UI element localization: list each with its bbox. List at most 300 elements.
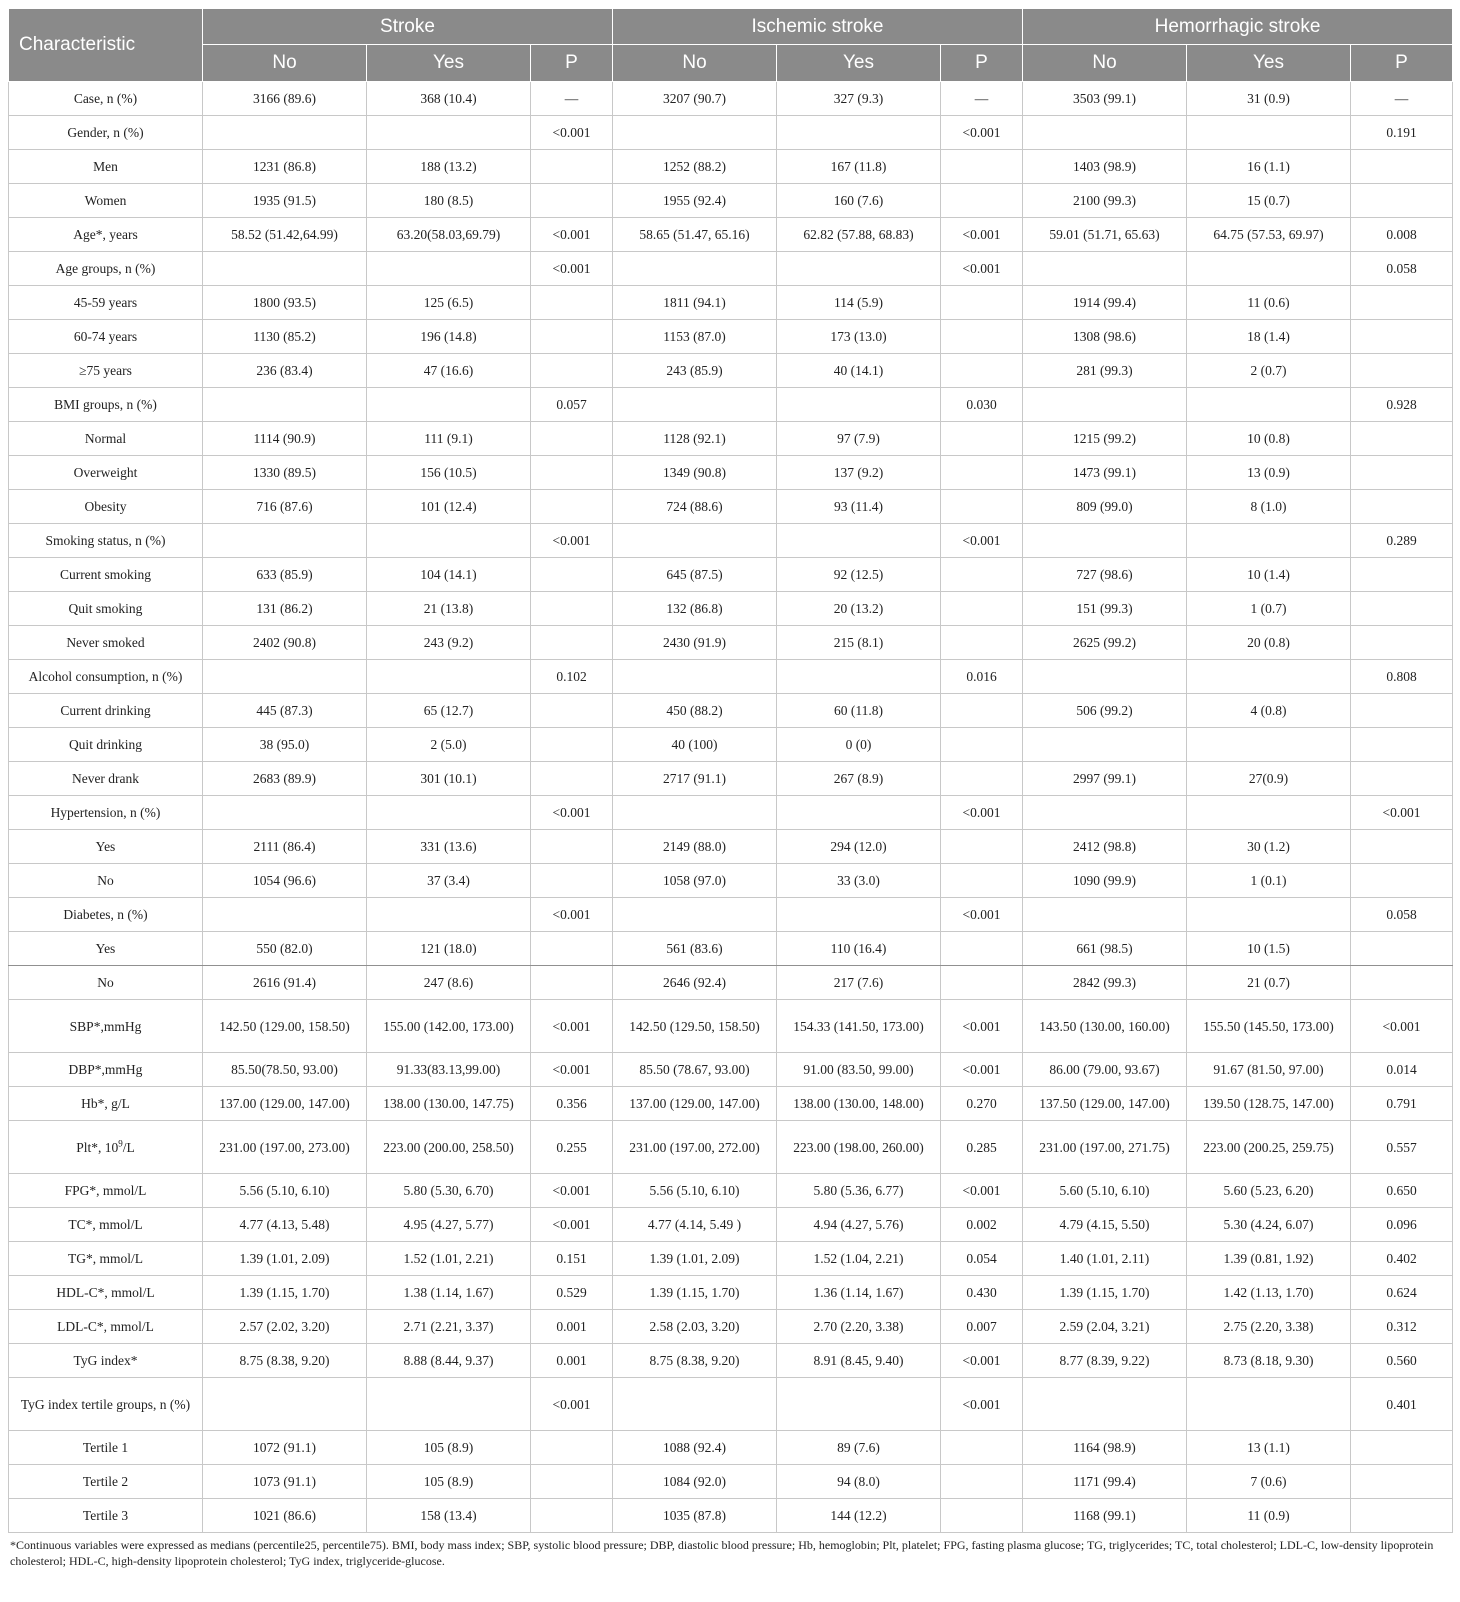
- table-cell: 4.95 (4.27, 5.77): [367, 1208, 531, 1242]
- row-label: [9, 354, 203, 388]
- table-cell: 93 (11.4): [777, 490, 941, 524]
- table-cell: 2149 (88.0): [613, 830, 777, 864]
- table-cell: 550 (82.0): [203, 932, 367, 966]
- table-cell: 1.36 (1.14, 1.67): [777, 1276, 941, 1310]
- table-cell: 131 (86.2): [203, 592, 367, 626]
- table-cell: —: [1351, 82, 1453, 116]
- table-cell: [613, 1378, 777, 1431]
- row-label-text: No: [97, 975, 114, 990]
- table-cell: 62.82 (57.88, 68.83): [777, 218, 941, 252]
- row-label-text: Quit drinking: [68, 737, 143, 752]
- table-row: [9, 490, 1453, 524]
- header-sub-yes: Yes: [777, 45, 941, 82]
- table-cell: [1351, 184, 1453, 218]
- row-label: [9, 1276, 203, 1310]
- row-label: [9, 184, 203, 218]
- row-label: [9, 660, 203, 694]
- row-label-text: Age groups, n (%): [55, 261, 156, 276]
- table-row: [9, 558, 1453, 592]
- table-cell: [1351, 320, 1453, 354]
- table-cell: 11 (0.6): [1187, 286, 1351, 320]
- table-cell: 2.58 (2.03, 3.20): [613, 1310, 777, 1344]
- table-cell: 1054 (96.6): [203, 864, 367, 898]
- table-cell: 91.33(83.13,99.00): [367, 1053, 531, 1087]
- table-cell: 2.71 (2.21, 3.37): [367, 1310, 531, 1344]
- table-cell: <0.001: [941, 1378, 1023, 1431]
- table-row: [9, 1087, 1453, 1121]
- table-cell: 138.00 (130.00, 147.75): [367, 1087, 531, 1121]
- row-label: [9, 898, 203, 932]
- table-cell: 4.94 (4.27, 5.76): [777, 1208, 941, 1242]
- table-cell: 1935 (91.5): [203, 184, 367, 218]
- header-sub-p: P: [941, 45, 1023, 82]
- table-cell: [531, 354, 613, 388]
- table-cell: 0.401: [1351, 1378, 1453, 1431]
- table-cell: [613, 388, 777, 422]
- table-cell: 2717 (91.1): [613, 762, 777, 796]
- table-cell: 121 (18.0): [367, 932, 531, 966]
- table-cell: 143.50 (130.00, 160.00): [1023, 1000, 1187, 1053]
- table-cell: 267 (8.9): [777, 762, 941, 796]
- table-cell: 11 (0.9): [1187, 1499, 1351, 1533]
- table-cell: [1187, 1378, 1351, 1431]
- table-cell: [1187, 660, 1351, 694]
- table-cell: [531, 558, 613, 592]
- table-cell: 137 (9.2): [777, 456, 941, 490]
- row-label: [9, 592, 203, 626]
- table-row: [9, 728, 1453, 762]
- table-cell: [203, 388, 367, 422]
- row-label-text: 60-74 years: [73, 329, 138, 344]
- table-cell: [941, 626, 1023, 660]
- row-label-text: Women: [84, 193, 127, 208]
- table-cell: [1351, 694, 1453, 728]
- table-cell: 1021 (86.6): [203, 1499, 367, 1533]
- row-label: [9, 1174, 203, 1208]
- row-label: [9, 490, 203, 524]
- row-label-text: Obesity: [84, 499, 127, 514]
- row-label-text: ≥75 years: [79, 363, 132, 378]
- row-label-text: Plt*, 10: [76, 1139, 119, 1155]
- table-cell: 0.430: [941, 1276, 1023, 1310]
- table-row: [9, 1310, 1453, 1344]
- row-label-text: Never smoked: [66, 635, 145, 650]
- row-label-text: Current smoking: [59, 567, 152, 582]
- table-cell: [203, 898, 367, 932]
- table-cell: 2646 (92.4): [613, 966, 777, 1000]
- table-cell: [941, 1465, 1023, 1499]
- row-label-superscript: 9: [118, 1138, 123, 1148]
- table-cell: 2.75 (2.20, 3.38): [1187, 1310, 1351, 1344]
- table-row: [9, 796, 1453, 830]
- row-label-text: Tertile 2: [82, 1474, 129, 1489]
- table-cell: [203, 660, 367, 694]
- table-cell: 85.50(78.50, 93.00): [203, 1053, 367, 1087]
- table-container: [8, 8, 1452, 1569]
- table-cell: 2111 (86.4): [203, 830, 367, 864]
- table-cell: 2.70 (2.20, 3.38): [777, 1310, 941, 1344]
- table-cell: 20 (0.8): [1187, 626, 1351, 660]
- table-cell: [777, 660, 941, 694]
- row-label: [9, 626, 203, 660]
- table-cell: <0.001: [941, 1174, 1023, 1208]
- table-cell: [941, 286, 1023, 320]
- table-cell: [1023, 660, 1187, 694]
- row-label: [9, 1087, 203, 1121]
- row-label: [9, 286, 203, 320]
- table-row: [9, 456, 1453, 490]
- table-cell: 445 (87.3): [203, 694, 367, 728]
- table-cell: 0.529: [531, 1276, 613, 1310]
- row-label-text: Case, n (%): [73, 91, 138, 106]
- row-label-text: 45-59 years: [73, 295, 138, 310]
- table-cell: [367, 388, 531, 422]
- table-cell: 661 (98.5): [1023, 932, 1187, 966]
- table-cell: 21 (13.8): [367, 592, 531, 626]
- table-cell: 1164 (98.9): [1023, 1431, 1187, 1465]
- table-cell: [531, 966, 613, 1000]
- table-header: [9, 9, 1453, 82]
- table-cell: 86.00 (79.00, 93.67): [1023, 1053, 1187, 1087]
- table-cell: 151 (99.3): [1023, 592, 1187, 626]
- table-cell: 0.285: [941, 1121, 1023, 1174]
- row-label-text: Yes: [95, 941, 116, 956]
- table-cell: 368 (10.4): [367, 82, 531, 116]
- table-cell: 2616 (91.4): [203, 966, 367, 1000]
- table-cell: 5.56 (5.10, 6.10): [203, 1174, 367, 1208]
- table-cell: 223.00 (198.00, 260.00): [777, 1121, 941, 1174]
- row-label: [9, 762, 203, 796]
- table-cell: [777, 388, 941, 422]
- table-row: [9, 1276, 1453, 1310]
- table-cell: [1351, 1465, 1453, 1499]
- table-cell: [1351, 354, 1453, 388]
- table-cell: 8.88 (8.44, 9.37): [367, 1344, 531, 1378]
- table-cell: [1351, 626, 1453, 660]
- table-cell: [531, 592, 613, 626]
- table-cell: 110 (16.4): [777, 932, 941, 966]
- table-cell: <0.001: [941, 524, 1023, 558]
- table-cell: 281 (99.3): [1023, 354, 1187, 388]
- table-cell: [777, 116, 941, 150]
- table-cell: 139.50 (128.75, 147.00): [1187, 1087, 1351, 1121]
- table-cell: 158 (13.4): [367, 1499, 531, 1533]
- table-cell: [941, 150, 1023, 184]
- row-label: [9, 1121, 203, 1174]
- table-cell: 506 (99.2): [1023, 694, 1187, 728]
- table-cell: <0.001: [941, 796, 1023, 830]
- table-cell: 16 (1.1): [1187, 150, 1351, 184]
- table-cell: <0.001: [531, 796, 613, 830]
- table-cell: [531, 1465, 613, 1499]
- table-cell: 223.00 (200.25, 259.75): [1187, 1121, 1351, 1174]
- table-cell: 727 (98.6): [1023, 558, 1187, 592]
- table-cell: 1084 (92.0): [613, 1465, 777, 1499]
- row-label: [9, 966, 203, 1000]
- table-cell: 2402 (90.8): [203, 626, 367, 660]
- table-cell: 1 (0.7): [1187, 592, 1351, 626]
- table-cell: 0.008: [1351, 218, 1453, 252]
- row-label-text: BMI groups, n (%): [54, 397, 157, 412]
- row-label-text: Current drinking: [60, 703, 151, 718]
- table-cell: [613, 796, 777, 830]
- row-label-text: LDL-C*, mmol/L: [57, 1319, 154, 1334]
- table-cell: [1187, 116, 1351, 150]
- row-label: [9, 1000, 203, 1053]
- table-cell: [1351, 286, 1453, 320]
- table-cell: [1187, 388, 1351, 422]
- table-cell: 63.20(58.03,69.79): [367, 218, 531, 252]
- table-cell: [531, 1499, 613, 1533]
- row-label-text: TyG index*: [73, 1353, 138, 1368]
- table-cell: 155.50 (145.50, 173.00): [1187, 1000, 1351, 1053]
- table-cell: 65 (12.7): [367, 694, 531, 728]
- table-cell: 85.50 (78.67, 93.00): [613, 1053, 777, 1087]
- table-cell: 8 (1.0): [1187, 490, 1351, 524]
- table-cell: [531, 150, 613, 184]
- table-cell: [941, 422, 1023, 456]
- table-cell: 92 (12.5): [777, 558, 941, 592]
- table-cell: [1187, 898, 1351, 932]
- table-cell: 2.57 (2.02, 3.20): [203, 1310, 367, 1344]
- table-cell: 1 (0.1): [1187, 864, 1351, 898]
- row-label-text: Men: [93, 159, 118, 174]
- table-cell: 180 (8.5): [367, 184, 531, 218]
- table-row: [9, 1499, 1453, 1533]
- table-cell: [941, 932, 1023, 966]
- table-cell: 0.002: [941, 1208, 1023, 1242]
- row-label: [9, 1053, 203, 1087]
- table-cell: [367, 898, 531, 932]
- table-cell: [1023, 796, 1187, 830]
- table-cell: 1.52 (1.04, 2.21): [777, 1242, 941, 1276]
- table-cell: 37 (3.4): [367, 864, 531, 898]
- table-cell: 243 (9.2): [367, 626, 531, 660]
- table-cell: 89 (7.6): [777, 1431, 941, 1465]
- table-cell: [531, 456, 613, 490]
- table-cell: 2625 (99.2): [1023, 626, 1187, 660]
- table-cell: 8.73 (8.18, 9.30): [1187, 1344, 1351, 1378]
- table-cell: 1308 (98.6): [1023, 320, 1187, 354]
- table-cell: 0.007: [941, 1310, 1023, 1344]
- table-cell: 0.102: [531, 660, 613, 694]
- row-label: [9, 456, 203, 490]
- row-label: [9, 1344, 203, 1378]
- table-cell: 0.560: [1351, 1344, 1453, 1378]
- table-cell: 236 (83.4): [203, 354, 367, 388]
- table-cell: [941, 864, 1023, 898]
- table-cell: 0.312: [1351, 1310, 1453, 1344]
- table-cell: 5.80 (5.36, 6.77): [777, 1174, 941, 1208]
- table-row: [9, 1208, 1453, 1242]
- table-cell: 3207 (90.7): [613, 82, 777, 116]
- table-cell: [531, 286, 613, 320]
- table-cell: 231.00 (197.00, 272.00): [613, 1121, 777, 1174]
- table-cell: 58.52 (51.42,64.99): [203, 218, 367, 252]
- table-cell: 0.057: [531, 388, 613, 422]
- row-label: [9, 830, 203, 864]
- table-cell: [1023, 728, 1187, 762]
- table-cell: 2 (5.0): [367, 728, 531, 762]
- table-cell: 59.01 (51.71, 65.63): [1023, 218, 1187, 252]
- table-cell: 1088 (92.4): [613, 1431, 777, 1465]
- table-cell: 0.356: [531, 1087, 613, 1121]
- table-cell: <0.001: [941, 1053, 1023, 1087]
- table-cell: 137.50 (129.00, 147.00): [1023, 1087, 1187, 1121]
- table-cell: 5.60 (5.23, 6.20): [1187, 1174, 1351, 1208]
- table-cell: 20 (13.2): [777, 592, 941, 626]
- table-cell: 144 (12.2): [777, 1499, 941, 1533]
- header-sub-yes: Yes: [1187, 45, 1351, 82]
- table-cell: 105 (8.9): [367, 1465, 531, 1499]
- table-cell: [941, 558, 1023, 592]
- header-sub-yes: Yes: [367, 45, 531, 82]
- table-row: [9, 1174, 1453, 1208]
- table-cell: <0.001: [531, 218, 613, 252]
- table-cell: [613, 660, 777, 694]
- table-cell: [1351, 1431, 1453, 1465]
- table-cell: 633 (85.9): [203, 558, 367, 592]
- table-cell: 1.52 (1.01, 2.21): [367, 1242, 531, 1276]
- table-cell: [941, 354, 1023, 388]
- row-label-tail: /L: [122, 1139, 135, 1155]
- table-cell: 40 (14.1): [777, 354, 941, 388]
- table-cell: [1187, 796, 1351, 830]
- table-cell: 0.014: [1351, 1053, 1453, 1087]
- table-cell: <0.001: [941, 1344, 1023, 1378]
- table-cell: 1.39 (1.15, 1.70): [1023, 1276, 1187, 1310]
- table-cell: 1252 (88.2): [613, 150, 777, 184]
- table-cell: 0.791: [1351, 1087, 1453, 1121]
- table-row: [9, 1378, 1453, 1431]
- table-cell: [1351, 150, 1453, 184]
- table-cell: 1168 (99.1): [1023, 1499, 1187, 1533]
- table-cell: <0.001: [941, 252, 1023, 286]
- row-label: [9, 218, 203, 252]
- table-cell: 1072 (91.1): [203, 1431, 367, 1465]
- table-cell: 94 (8.0): [777, 1465, 941, 1499]
- table-cell: —: [941, 82, 1023, 116]
- row-label-text: Hypertension, n (%): [50, 805, 161, 820]
- table-cell: 1955 (92.4): [613, 184, 777, 218]
- table-cell: <0.001: [531, 1378, 613, 1431]
- table-cell: 1.39 (0.81, 1.92): [1187, 1242, 1351, 1276]
- table-cell: [1187, 728, 1351, 762]
- table-cell: [941, 728, 1023, 762]
- row-label-text: Tertile 1: [82, 1440, 129, 1455]
- table-cell: 1.39 (1.01, 2.09): [613, 1242, 777, 1276]
- table-cell: [531, 490, 613, 524]
- table-cell: [1023, 388, 1187, 422]
- row-label-text: TC*, mmol/L: [68, 1217, 143, 1232]
- table-cell: 2997 (99.1): [1023, 762, 1187, 796]
- table-cell: 0.255: [531, 1121, 613, 1174]
- table-cell: 0.289: [1351, 524, 1453, 558]
- table-cell: 5.80 (5.30, 6.70): [367, 1174, 531, 1208]
- row-label: [9, 524, 203, 558]
- table-cell: 0.928: [1351, 388, 1453, 422]
- row-label: [9, 1465, 203, 1499]
- table-cell: 91.67 (81.50, 97.00): [1187, 1053, 1351, 1087]
- table-cell: [941, 592, 1023, 626]
- table-cell: [1351, 558, 1453, 592]
- table-cell: 142.50 (129.50, 158.50): [613, 1000, 777, 1053]
- table-cell: <0.001: [1351, 1000, 1453, 1053]
- table-cell: 1800 (93.5): [203, 286, 367, 320]
- table-row: [9, 354, 1453, 388]
- table-cell: [1023, 252, 1187, 286]
- table-cell: 101 (12.4): [367, 490, 531, 524]
- table-cell: [613, 898, 777, 932]
- table-cell: [941, 320, 1023, 354]
- table-cell: 1035 (87.8): [613, 1499, 777, 1533]
- row-label-text: Yes: [95, 839, 116, 854]
- table-cell: 125 (6.5): [367, 286, 531, 320]
- row-label: [9, 1378, 203, 1431]
- header-sub-p: P: [531, 45, 613, 82]
- table-cell: 1.39 (1.01, 2.09): [203, 1242, 367, 1276]
- table-row: [9, 184, 1453, 218]
- table-cell: 0.030: [941, 388, 1023, 422]
- table-cell: [941, 762, 1023, 796]
- table-cell: 132 (86.8): [613, 592, 777, 626]
- table-row: [9, 966, 1453, 1000]
- header-group-hemorrhagic: Hemorrhagic stroke: [1023, 9, 1453, 45]
- table-cell: <0.001: [941, 898, 1023, 932]
- table-cell: [367, 116, 531, 150]
- table-cell: —: [531, 82, 613, 116]
- table-cell: [777, 524, 941, 558]
- table-row: [9, 694, 1453, 728]
- table-cell: <0.001: [531, 116, 613, 150]
- table-cell: 138.00 (130.00, 148.00): [777, 1087, 941, 1121]
- table-cell: 13 (0.9): [1187, 456, 1351, 490]
- table-cell: 301 (10.1): [367, 762, 531, 796]
- table-cell: 5.60 (5.10, 6.10): [1023, 1174, 1187, 1208]
- table-cell: <0.001: [941, 218, 1023, 252]
- row-label: [9, 388, 203, 422]
- table-cell: 13 (1.1): [1187, 1431, 1351, 1465]
- table-cell: 173 (13.0): [777, 320, 941, 354]
- table-cell: 0.191: [1351, 116, 1453, 150]
- table-cell: 8.75 (8.38, 9.20): [613, 1344, 777, 1378]
- table-cell: [613, 252, 777, 286]
- table-cell: 1.39 (1.15, 1.70): [613, 1276, 777, 1310]
- table-cell: 0.808: [1351, 660, 1453, 694]
- table-cell: 2 (0.7): [1187, 354, 1351, 388]
- table-cell: 231.00 (197.00, 273.00): [203, 1121, 367, 1174]
- table-cell: 196 (14.8): [367, 320, 531, 354]
- table-row: [9, 1344, 1453, 1378]
- table-cell: 142.50 (129.00, 158.50): [203, 1000, 367, 1053]
- table-row: [9, 932, 1453, 966]
- table-row: [9, 864, 1453, 898]
- table-cell: 1128 (92.1): [613, 422, 777, 456]
- table-cell: [941, 490, 1023, 524]
- table-cell: 0.624: [1351, 1276, 1453, 1310]
- table-cell: 97 (7.9): [777, 422, 941, 456]
- table-cell: 724 (88.6): [613, 490, 777, 524]
- table-cell: [1351, 456, 1453, 490]
- header-sub-no: No: [203, 45, 367, 82]
- table-cell: 114 (5.9): [777, 286, 941, 320]
- table-row: [9, 626, 1453, 660]
- table-cell: 331 (13.6): [367, 830, 531, 864]
- table-cell: 2430 (91.9): [613, 626, 777, 660]
- table-cell: 64.75 (57.53, 69.97): [1187, 218, 1351, 252]
- row-label-text: Quit smoking: [68, 601, 143, 616]
- row-label: [9, 728, 203, 762]
